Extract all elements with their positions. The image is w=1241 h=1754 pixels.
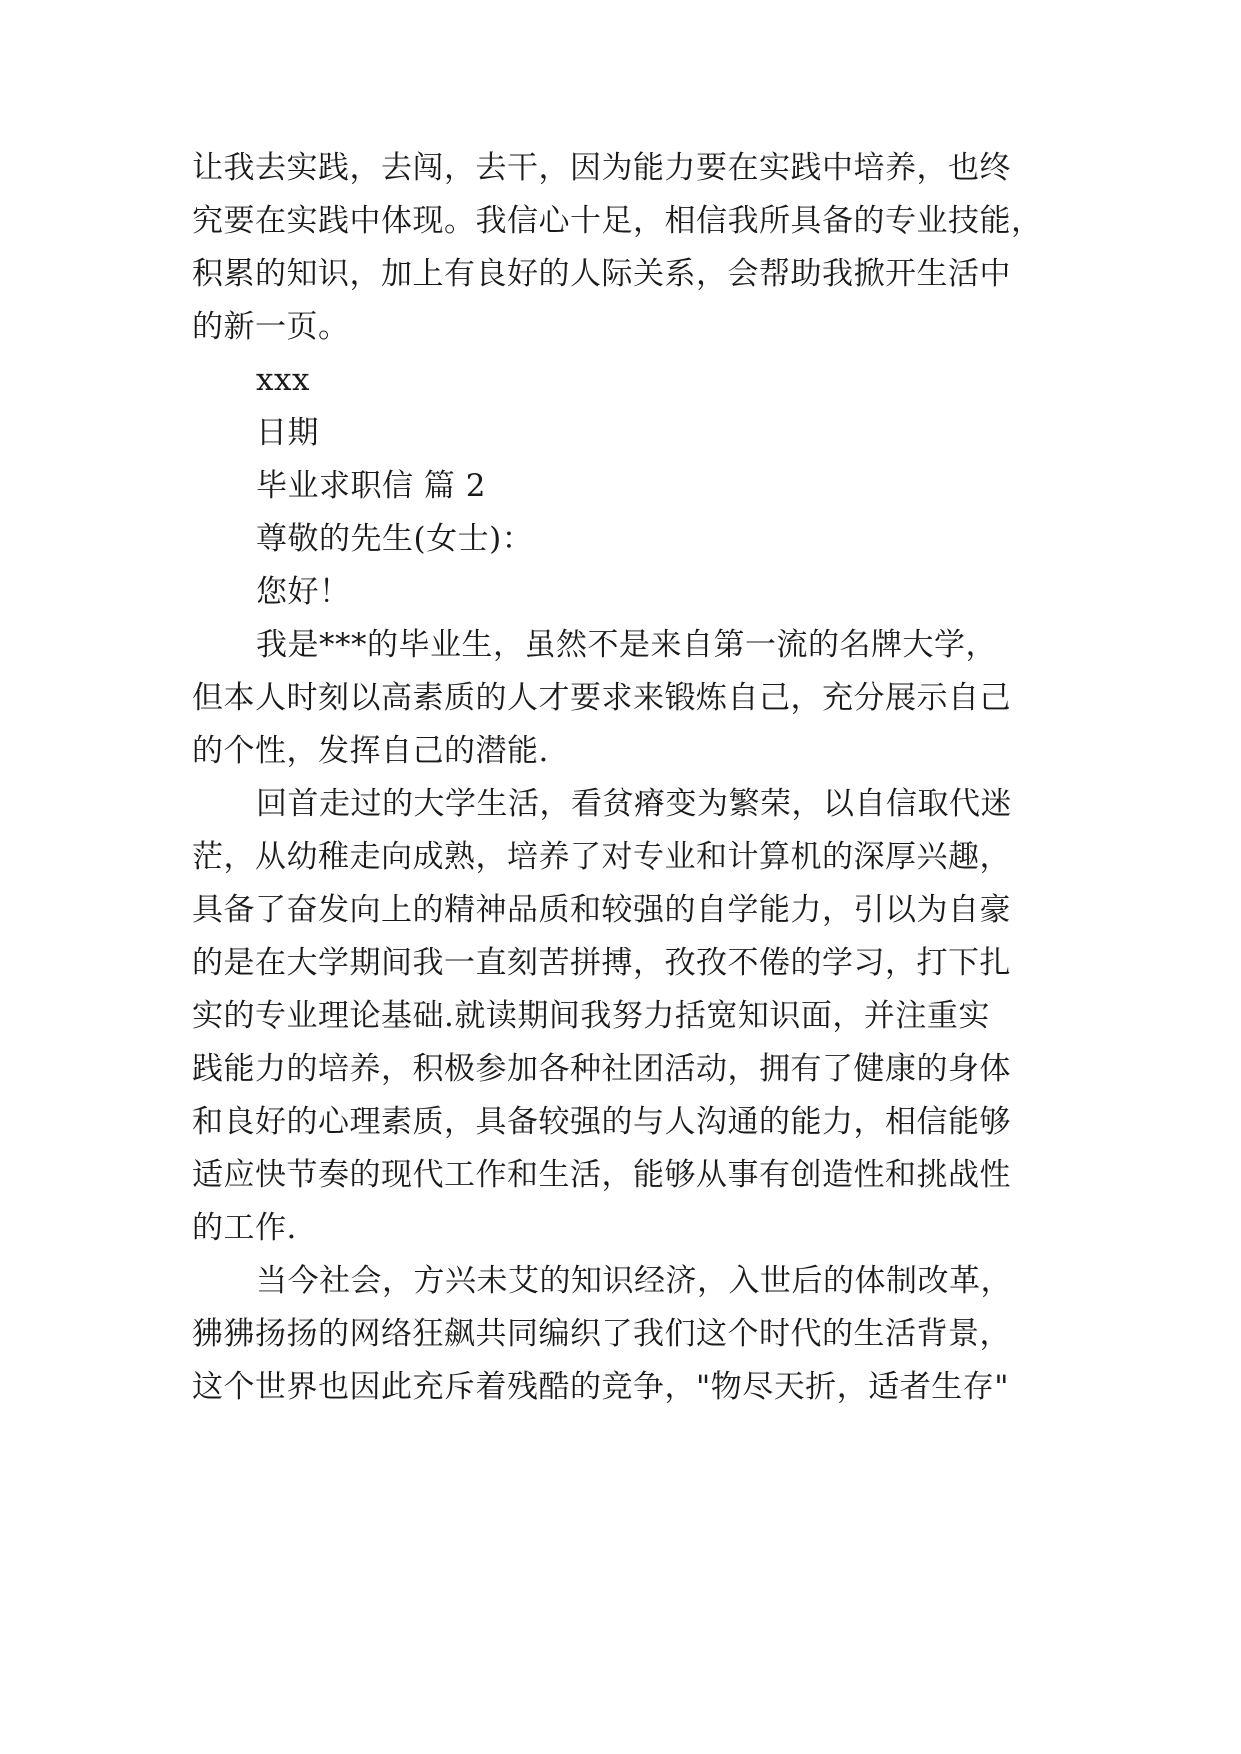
paragraph-line: 当今社会，方兴未艾的知识经济，入世后的体制改革， bbox=[256, 1263, 1012, 1299]
paragraph-line: 但本人时刻以高素质的人才要求来锻炼自己，充分展示自己 bbox=[192, 680, 1011, 716]
greeting: 您好！ bbox=[256, 574, 351, 610]
signature-date: 日期 bbox=[256, 415, 319, 451]
paragraph-line: 实的专业理论基础.就读期间我努力括宽知识面，并注重实 bbox=[192, 998, 990, 1034]
paragraph-line: 践能力的培养，积极参加各种社团活动，拥有了健康的身体 bbox=[192, 1051, 1011, 1087]
section-title: 毕业求职信 篇 2 bbox=[256, 468, 486, 504]
paragraph-line: 回首走过的大学生活，看贫瘠变为繁荣，以自信取代迷 bbox=[256, 786, 1012, 822]
paragraph-line: 究要在实践中体现。我信心十足，相信我所具备的专业技能， bbox=[192, 203, 1043, 239]
paragraph-line: 这个世界也因此充斥着残酷的竞争，"物尽天折，适者生存" bbox=[192, 1369, 1010, 1405]
paragraph-line: 我是***的毕业生，虽然不是来自第一流的名牌大学， bbox=[256, 627, 997, 663]
paragraph-line: 的新一页。 bbox=[192, 309, 350, 345]
paragraph-line: 适应快节奏的现代工作和生活，能够从事有创造性和挑战性 bbox=[192, 1157, 1011, 1193]
paragraph-line: 茫，从幼稚走向成熟，培养了对专业和计算机的深厚兴趣， bbox=[192, 839, 1011, 875]
paragraph-line: 的个性，发挥自己的潜能. bbox=[192, 733, 549, 769]
signature-name: xxx bbox=[256, 362, 310, 398]
paragraph-line: 的工作. bbox=[192, 1210, 297, 1246]
paragraph-line: 让我去实践，去闯，去干，因为能力要在实践中培养，也终 bbox=[192, 150, 1011, 186]
paragraph-line: 和良好的心理素质，具备较强的与人沟通的能力，相信能够 bbox=[192, 1104, 1011, 1140]
salutation: 尊敬的先生(女士)： bbox=[256, 521, 534, 557]
paragraph-line: 狒狒扬扬的网络狂飙共同编织了我们这个时代的生活背景， bbox=[192, 1316, 1011, 1352]
paragraph-line: 积累的知识，加上有良好的人际关系，会帮助我掀开生活中 bbox=[192, 256, 1011, 292]
paragraph-line: 的是在大学期间我一直刻苦拼搏，孜孜不倦的学习，打下扎 bbox=[192, 945, 1011, 981]
paragraph-line: 具备了奋发向上的精神品质和较强的自学能力，引以为自豪 bbox=[192, 892, 1011, 928]
